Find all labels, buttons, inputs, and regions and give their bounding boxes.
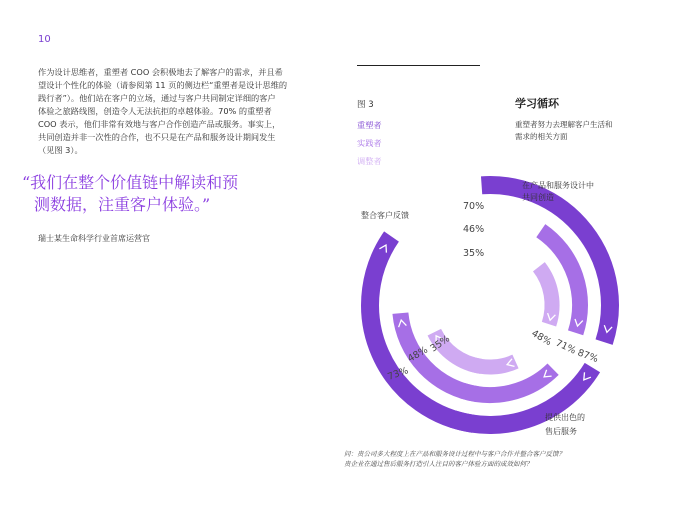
value-label-feedback-adjusters: 35% <box>428 333 453 355</box>
segment-label-line: 提供出色的 <box>545 413 585 422</box>
body-line: 作为设计思维者，重塑者 COO 会积极地去了解客户的需求，并且希 <box>38 67 283 77</box>
quote-line: 测数据，注重客户体验。” <box>34 195 211 214</box>
value-label-cocreate-reinventors: 70% <box>463 201 485 212</box>
body-line: 践行者”）。他们站在客户的立场，通过与客户共同制定详细的客户 <box>38 93 276 103</box>
body-line: 望设计个性化的体验（请参阅第 11 页的侧边栏“重塑者是设计思维的 <box>38 80 288 90</box>
legend-item-practitioners: 实践者 <box>357 138 382 148</box>
footnote-line: 问：贵公司多大程度上在产品和服务设计过程中与客户合作并整合客户反馈？ <box>344 450 565 458</box>
segment-label-cocreate <box>522 180 594 204</box>
figure-label: 图 3 <box>357 100 374 110</box>
quote-attribution: 瑞士某生命科学行业首席运营官 <box>38 234 150 243</box>
figure-footnote <box>344 449 565 469</box>
ring-arcs <box>370 185 610 425</box>
segment-label-feedback: 整合客户反馈 <box>361 211 409 220</box>
legend-item-adjusters: 调整者 <box>357 156 382 166</box>
page-number: 10 <box>38 34 51 45</box>
body-line: （见图 3）。 <box>38 145 83 155</box>
legend-item-reinventors: 重塑者 <box>357 120 382 130</box>
segment-label-line: 共同创造 <box>522 193 554 202</box>
segment-label-line: 售后服务 <box>545 427 577 436</box>
arc-cocreate-调整者 <box>539 267 552 324</box>
value-label-aftersales-reinventors: 87% <box>575 347 600 366</box>
body-line: COO 表示，他们非常有效地与客户合作创造产品或服务。事实上， <box>38 119 281 129</box>
value-label-cocreate-adjusters: 35% <box>463 248 485 259</box>
body-line: 体验之旅路线图，创造令人无法抗拒的卓越体验。70% 的重塑者 <box>38 106 272 116</box>
loop-description-line: 需求的相关方面 <box>515 132 568 141</box>
value-label-feedback-practitioners: 48% <box>406 344 430 365</box>
footnote-line: 贵企业在通过售后服务打造引人注目的客户体验方面的成效如何？ <box>344 460 533 468</box>
loop-description-line: 重塑者努力去理解客户生活和 <box>515 120 613 129</box>
value-label-cocreate-practitioners: 46% <box>463 224 485 235</box>
loop-title: 学习循环 <box>515 97 559 110</box>
segment-label-aftersales <box>545 411 585 439</box>
value-label-aftersales-adjusters: 48% <box>529 328 554 349</box>
value-label-feedback-reinventors: 73% <box>386 365 410 383</box>
segment-label-line: 在产品和服务设计中 <box>522 181 594 190</box>
value-label-aftersales-practitioners: 71% <box>553 337 578 357</box>
body-line: 共同创造并非一次性的合作，也不只是在产品和服务设计期间发生 <box>38 132 276 142</box>
quote-line: “我们在整个价值链中解读和预 <box>22 173 239 192</box>
